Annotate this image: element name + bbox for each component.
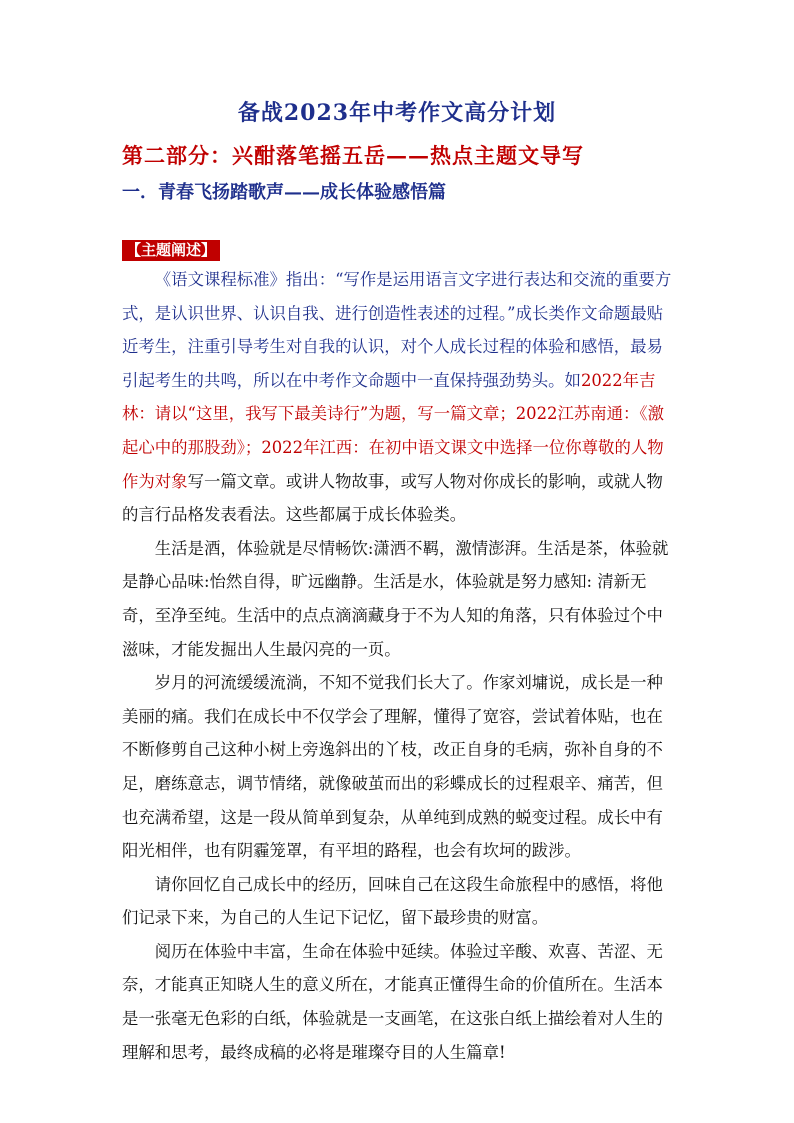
paragraph-1-segment-2: 2022年吉林：请以“这里，我写下最美诗行”为题，写一篇文章；2022江苏南通：《激起心中的那股劲》；2022年江西：在初中语文课文中选择一位你尊敬的人物作为对象 xyxy=(122,370,664,491)
paragraph-1 xyxy=(122,263,678,532)
paragraph-5 xyxy=(122,935,678,1069)
paragraph-5-segment-1: 阅历在体验中丰富，生命在体验中延续。体验过辛酸、欢喜、苦涩、无奈，才能真正知晓人生的意义所在，才能真正懂得生命的价值所在。生活本是一张毫无色彩的白纸，体验就是一支画笔，在这张白纸上描绘着对人生的理解和思考，最终成稿的必将是璀璨夺目的人生篇章! xyxy=(122,941,663,1062)
paragraph-4 xyxy=(122,868,678,935)
paragraph-2-segment-1: 生活是酒，体验就是尽情畅饮:潇洒不羁，激情澎湃。生活是茶，体验就是静心品味:怡然自得，旷远幽静。生活是水，体验就是努力感知: 清新无奇，至净至纯。生活中的点点滴滴藏身于不为人知的角落，只有体验过个中滋味，才能发掘出人生最闪亮的一页。 xyxy=(122,538,669,659)
paragraph-1-segment-3: 写一篇文章。或讲人物故事，或写人物对你成长的影响，或就人物的言行品格发表看法。这些都属于成长体验类。 xyxy=(122,471,663,525)
paragraph-3-segment-1: 岁月的河流缓缓流淌，不知不觉我们长大了。作家刘墉说，成长是一种美丽的痛。我们在成长中不仅学会了理解，懂得了宽容，尝试着体贴，也在不断修剪自己这种小树上旁逸斜出的丫枝，改正自身的毛病，弥补自身的不足，磨练意志，调节情绪，就像破茧而出的彩蝶成长的过程艰辛、痛苦，但也充满希望，这是一段从简单到复杂，从单纯到成熟的蜕变过程。成长中有阳光相伴，也有阴霾笼罩，有平坦的路程，也会有坎坷的跋涉。 xyxy=(122,673,663,861)
paragraph-2 xyxy=(122,532,678,666)
paragraph-4-segment-1: 请你回忆自己成长中的经历，回味自己在这段生命旅程中的感悟，将他们记录下来，为自己的人生记下记忆，留下最珍贵的财富。 xyxy=(122,874,663,928)
paragraph-1-segment-1: 《语文课程标准》指出：“写作是运用语言文字进行表达和交流的重要方式，是认识世界、认识自我、进行创造性表述的过程。”成长类作文命题最贴近考生，注重引导考生对自我的认识，对个人成长过程的体验和感悟，最易引起考生的共鸣，所以在中考作文命题中一直保持强劲势头。如 xyxy=(122,270,672,390)
topic-tag: 【主题阐述】 xyxy=(122,240,220,261)
paragraph-3 xyxy=(122,666,678,868)
section-title: 一．青春飞扬踏歌声——成长体验感悟篇 xyxy=(122,182,446,203)
document-title: 备战2023年中考作文高分计划 xyxy=(237,100,557,126)
body-text xyxy=(122,263,678,1069)
part-title: 第二部分：兴酣落笔摇五岳——热点主题文导写 xyxy=(122,143,584,168)
